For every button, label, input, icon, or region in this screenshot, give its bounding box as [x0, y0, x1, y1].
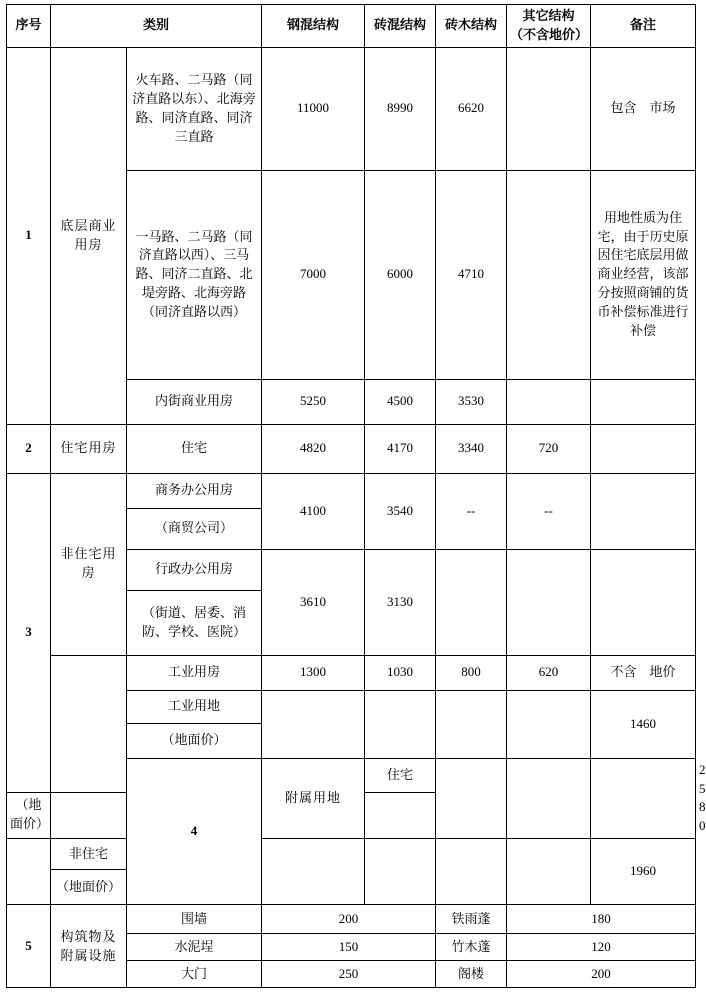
cell-steel-concrete [436, 758, 507, 838]
cell-steel-concrete: 4100 [262, 473, 365, 549]
cell-brick-wood [436, 839, 507, 905]
cell-other: 620 [507, 655, 591, 690]
row-detail: 内街商业用房 [127, 379, 262, 424]
row-detail-line2: （地面价） [7, 792, 51, 839]
cell-remark: 1460 [591, 690, 696, 758]
structure-value-b: 180 [507, 905, 696, 934]
row-detail-line1: 行政办公用房 [127, 549, 262, 590]
cell-brick-concrete: 3130 [365, 549, 436, 655]
cell-other [507, 549, 591, 655]
cell-brick-wood [436, 690, 507, 758]
row-detail-line2: （街道、居委、消防、学校、医院） [127, 590, 262, 655]
row-category: 附属用地 [262, 758, 365, 838]
cell-remark: 用地性质为住宅，由于历史原因住宅底层用做商业经营，该部分按照商铺的货币补偿标准进行补偿 [591, 170, 696, 379]
table-row: 4 附属用地 住宅 2580 [7, 758, 696, 792]
cell-remark [591, 473, 696, 549]
header-category: 类别 [51, 5, 262, 48]
cell-brick-concrete: 3540 [365, 473, 436, 549]
row-index: 1 [7, 47, 51, 424]
row-detail-line1: 工业用房 [127, 655, 262, 690]
cell-other: 720 [507, 424, 591, 473]
header-brick-wood: 砖木结构 [436, 5, 507, 48]
cell-brick-concrete: 6000 [365, 170, 436, 379]
row-category: 非住宅用房 [51, 473, 127, 655]
structure-value-b: 200 [507, 961, 696, 988]
header-remark: 备注 [591, 5, 696, 48]
row-category-spacer [51, 655, 127, 792]
table-row [7, 655, 696, 690]
row-category: 住宅用房 [51, 424, 127, 473]
row-detail: 火车路、二马路（同济直路以东）、北海旁路、同济直路、同济三直路 [127, 47, 262, 170]
structure-value-a: 250 [262, 961, 436, 988]
structure-name-a: 水泥埕 [127, 934, 262, 961]
structure-name-b: 铁雨蓬 [436, 905, 507, 934]
cell-steel-concrete: 7000 [262, 170, 365, 379]
header-steel-concrete: 钢混结构 [262, 5, 365, 48]
row-detail-line1: 工业用地 [127, 690, 262, 723]
header-other-structure: 其它结构（不含地价） [507, 5, 591, 48]
cell-remark: 1960 [591, 839, 696, 905]
cell-other [507, 690, 591, 758]
cell-brick-wood: 4710 [436, 170, 507, 379]
cell-steel-concrete: 11000 [262, 47, 365, 170]
row-category: 构筑物及附属设施 [51, 905, 127, 988]
row-detail-line1: 住宅 [365, 758, 436, 792]
structure-name-b: 阁楼 [436, 961, 507, 988]
structure-value-b: 120 [507, 934, 696, 961]
cell-brick-concrete [507, 758, 591, 838]
cell-brick-wood: 3530 [436, 379, 507, 424]
cell-brick-concrete [365, 839, 436, 905]
table-row [7, 424, 696, 473]
cell-brick-wood: -- [436, 473, 507, 549]
row-index: 5 [7, 905, 51, 988]
cell-brick-concrete: 1030 [365, 655, 436, 690]
row-detail-line2: （地面价） [51, 870, 127, 905]
cell-brick-concrete [365, 690, 436, 758]
structure-name-b: 竹木蓬 [436, 934, 507, 961]
structure-name-a: 大门 [127, 961, 262, 988]
row-detail-line2: （地面价） [127, 723, 262, 758]
row-detail: 一马路、二马路（同济直路以西）、三马路、同济二直路、北堤旁路、北海旁路（同济直路以西） [127, 170, 262, 379]
cell-steel-concrete: 4820 [262, 424, 365, 473]
table-row [7, 839, 696, 870]
structure-value-a: 150 [262, 934, 436, 961]
row-category-spacer [7, 839, 51, 905]
cell-steel-concrete: 1300 [262, 655, 365, 690]
cell-brick-concrete: 8990 [365, 47, 436, 170]
table-row [7, 905, 696, 934]
structure-name-a: 围墙 [127, 905, 262, 934]
cell-other [507, 47, 591, 170]
cell-remark [591, 424, 696, 473]
cell-steel-concrete [262, 690, 365, 758]
cell-brick-wood [436, 549, 507, 655]
compensation-standards-table [6, 4, 706, 988]
header-index-line1: 序号 [15, 17, 42, 33]
row-detail-line2: （商贸公司） [127, 508, 262, 549]
cell-remark [591, 379, 696, 424]
cell-other [507, 379, 591, 424]
row-detail: 住宅 [127, 424, 262, 473]
cell-other [507, 839, 591, 905]
cell-other: -- [507, 473, 591, 549]
cell-remark [591, 549, 696, 655]
cell-steel-concrete: 5250 [262, 379, 365, 424]
structure-value-a: 200 [262, 905, 436, 934]
row-index: 4 [127, 758, 262, 904]
header-brick-concrete: 砖混结构 [365, 5, 436, 48]
cell-steel-concrete: 3610 [262, 549, 365, 655]
cell-brick-wood: 3340 [436, 424, 507, 473]
row-detail-line1: 非住宅 [51, 839, 127, 870]
cell-brick-concrete: 4500 [365, 379, 436, 424]
header-index [7, 5, 51, 48]
row-detail-line1: 商务办公用房 [127, 473, 262, 508]
table-row [7, 47, 696, 170]
cell-brick-wood: 800 [436, 655, 507, 690]
row-category: 底层商业用房 [51, 47, 127, 424]
cell-remark: 不含 地价 [591, 655, 696, 690]
cell-other [507, 170, 591, 379]
cell-brick-wood [591, 758, 696, 838]
row-index: 3 [7, 473, 51, 792]
row-index: 2 [7, 424, 51, 473]
table-row [7, 473, 696, 508]
table-header-row [7, 5, 696, 48]
cell-remark: 包含 市场 [591, 47, 696, 170]
cell-brick-concrete: 4170 [365, 424, 436, 473]
cell-steel-concrete [262, 839, 365, 905]
cell-brick-wood: 6620 [436, 47, 507, 170]
